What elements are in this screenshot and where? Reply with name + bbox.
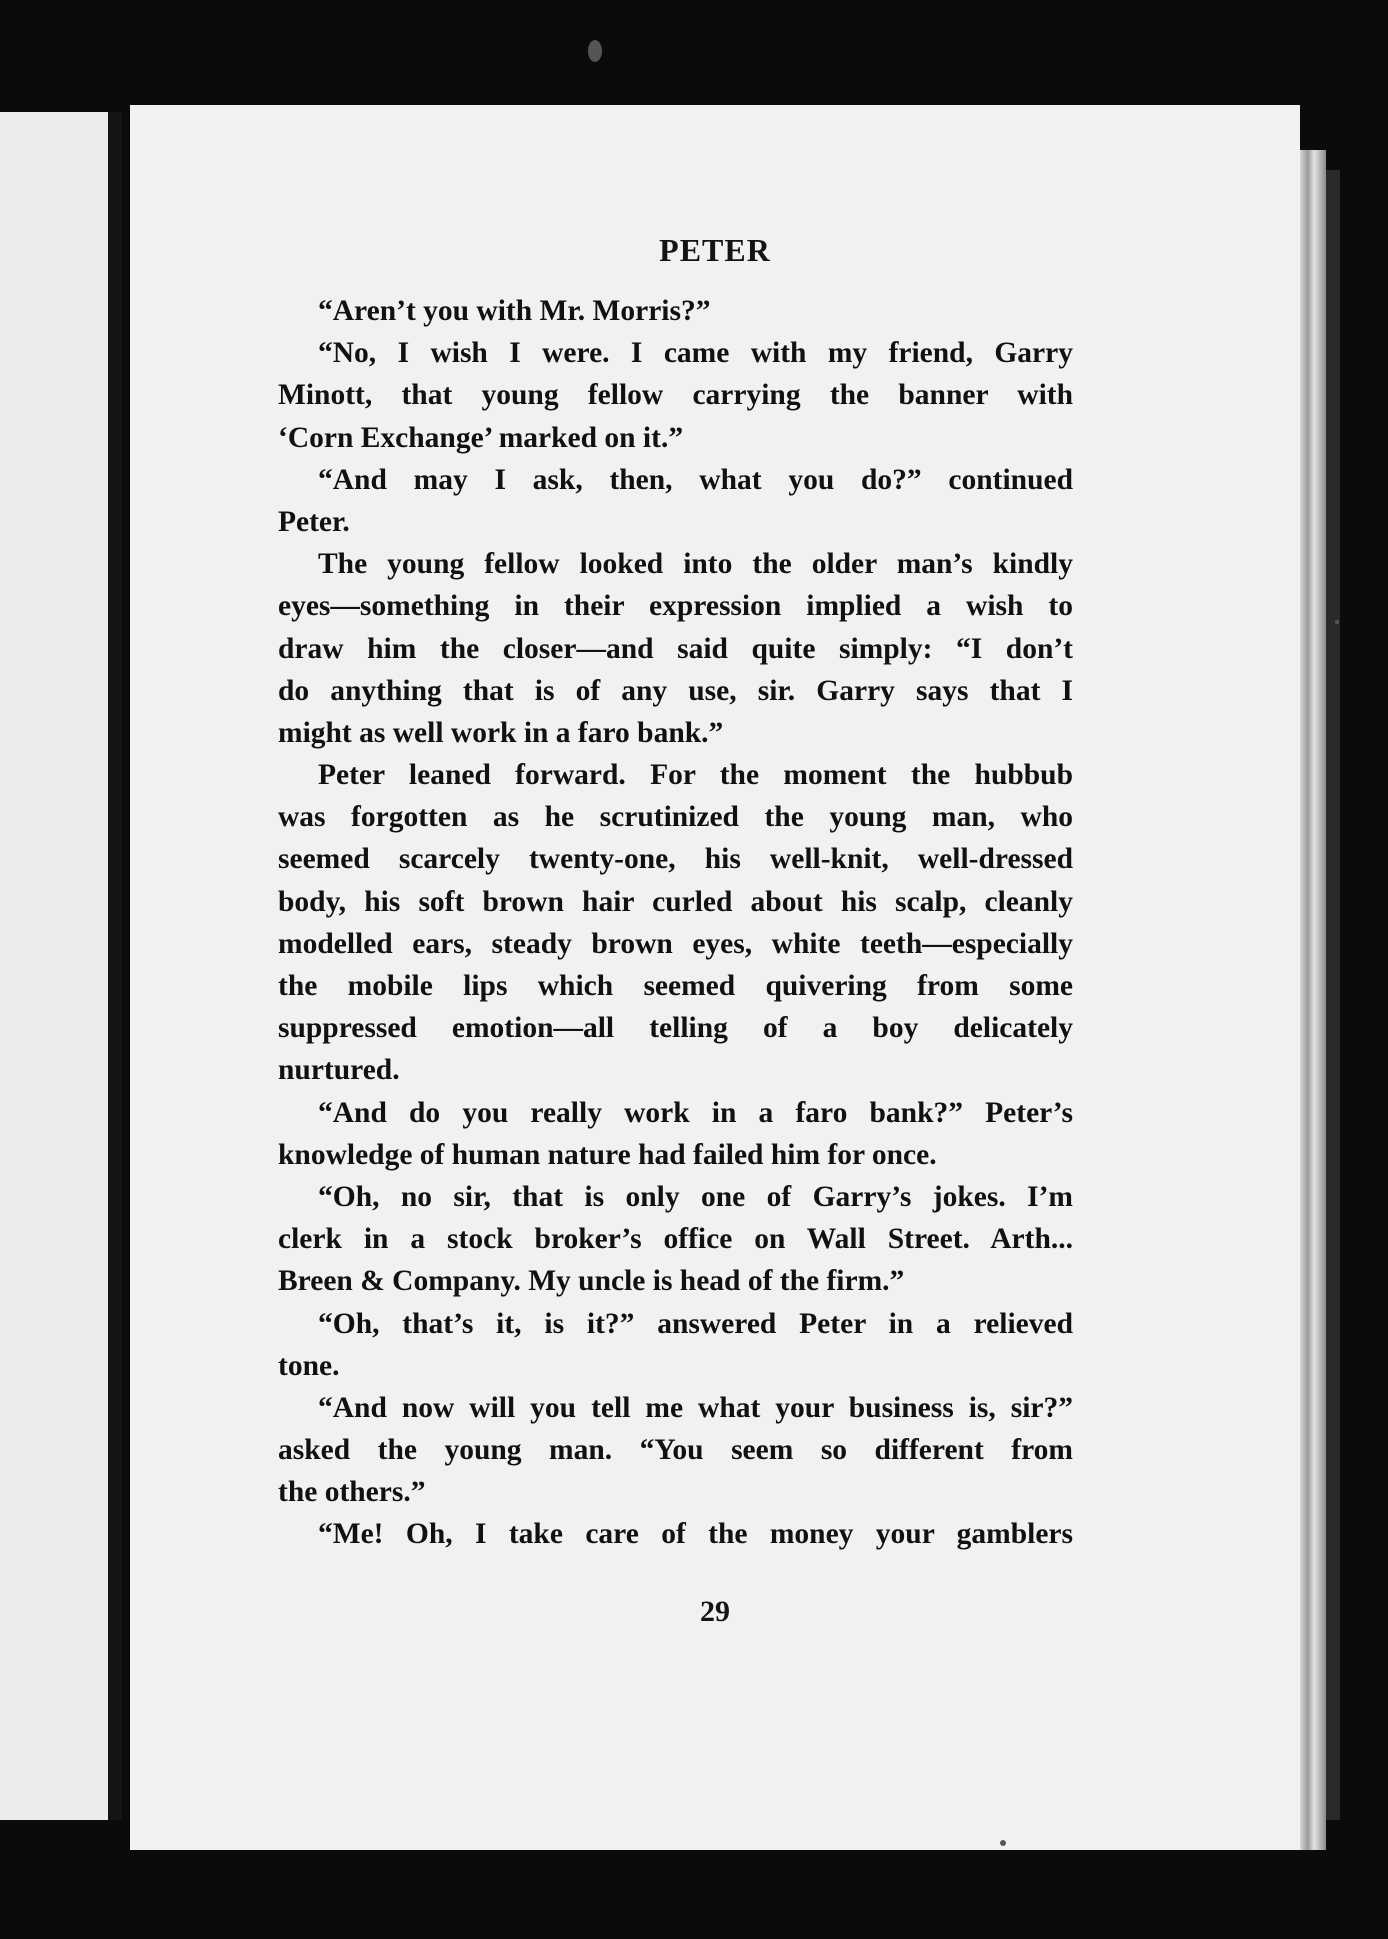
- text-line: the mobile lips which seemed quivering from some: [278, 970, 1073, 1002]
- text-line: “And may I ask, then, what you do?” continued: [318, 463, 1073, 496]
- text-line: “Oh, no sir, that is only one of Garry’s jokes. I’m: [318, 1180, 1073, 1213]
- text-line: seemed scarcely twenty-one, his well-knit, well-dressed: [278, 843, 1073, 876]
- book-page-stack: [1300, 150, 1326, 1850]
- scan-speck: [1000, 1840, 1006, 1846]
- text-line: Peter leaned forward. For the moment the hubbub: [318, 759, 1073, 792]
- text-line: eyes—something in their expression implied a wish to: [278, 590, 1073, 623]
- text-line: “Me! Oh, I take care of the money your gamblers: [318, 1518, 1073, 1551]
- text-line: “And do you really work in a faro bank?” Peter’s: [318, 1096, 1073, 1129]
- text-line: nurtured.: [278, 1054, 400, 1087]
- text-line: suppressed emotion—all telling of a boy delicately: [278, 1012, 1073, 1045]
- text-line: Minott, that young fellow carrying the banner with: [278, 379, 1073, 412]
- book-cover-edge: [1326, 170, 1340, 1820]
- text-line: do anything that is of any use, sir. Garry says that I: [278, 674, 1073, 707]
- text-line: body, his soft brown hair curled about his scalp, cleanly: [278, 885, 1073, 918]
- text-line: Breen & Company. My uncle is head of the firm.”: [278, 1265, 905, 1298]
- text-line: knowledge of human nature had failed him for once.: [278, 1138, 937, 1171]
- text-line: “And now will you tell me what your business is, sir?”: [318, 1391, 1073, 1424]
- page-number: 29: [700, 1595, 730, 1628]
- text-line: “Oh, that’s it, is it?” answered Peter in a relieved: [318, 1307, 1073, 1340]
- text-line: was forgotten as he scrutinized the young man, who: [278, 801, 1073, 834]
- text-line: might as well work in a faro bank.”: [278, 716, 724, 749]
- text-line: The young fellow looked into the older man’s kindly: [318, 548, 1073, 581]
- text-line: asked the young man. “You seem so different from: [278, 1434, 1073, 1467]
- scan-speck: [588, 40, 602, 62]
- text-line: “No, I wish I were. I came with my friend, Garry: [318, 337, 1073, 370]
- running-head: PETER: [659, 232, 771, 268]
- text-line: ‘Corn Exchange’ marked on it.”: [278, 421, 684, 454]
- text-line: the others.”: [278, 1476, 426, 1509]
- scan-speck: [1335, 620, 1339, 624]
- text-line: “Aren’t you with Mr. Morris?”: [318, 295, 711, 327]
- text-line: tone.: [278, 1349, 340, 1382]
- text-line: draw him the closer—and said quite simply: “I don’t: [278, 632, 1073, 665]
- text-line: modelled ears, steady brown eyes, white teeth—especially: [278, 927, 1073, 960]
- text-line: clerk in a stock broker’s office on Wall Street. Arth...: [278, 1223, 1073, 1256]
- text-line: Peter.: [278, 505, 350, 538]
- body-text: [278, 290, 1073, 1556]
- previous-page-edge: [0, 112, 122, 1820]
